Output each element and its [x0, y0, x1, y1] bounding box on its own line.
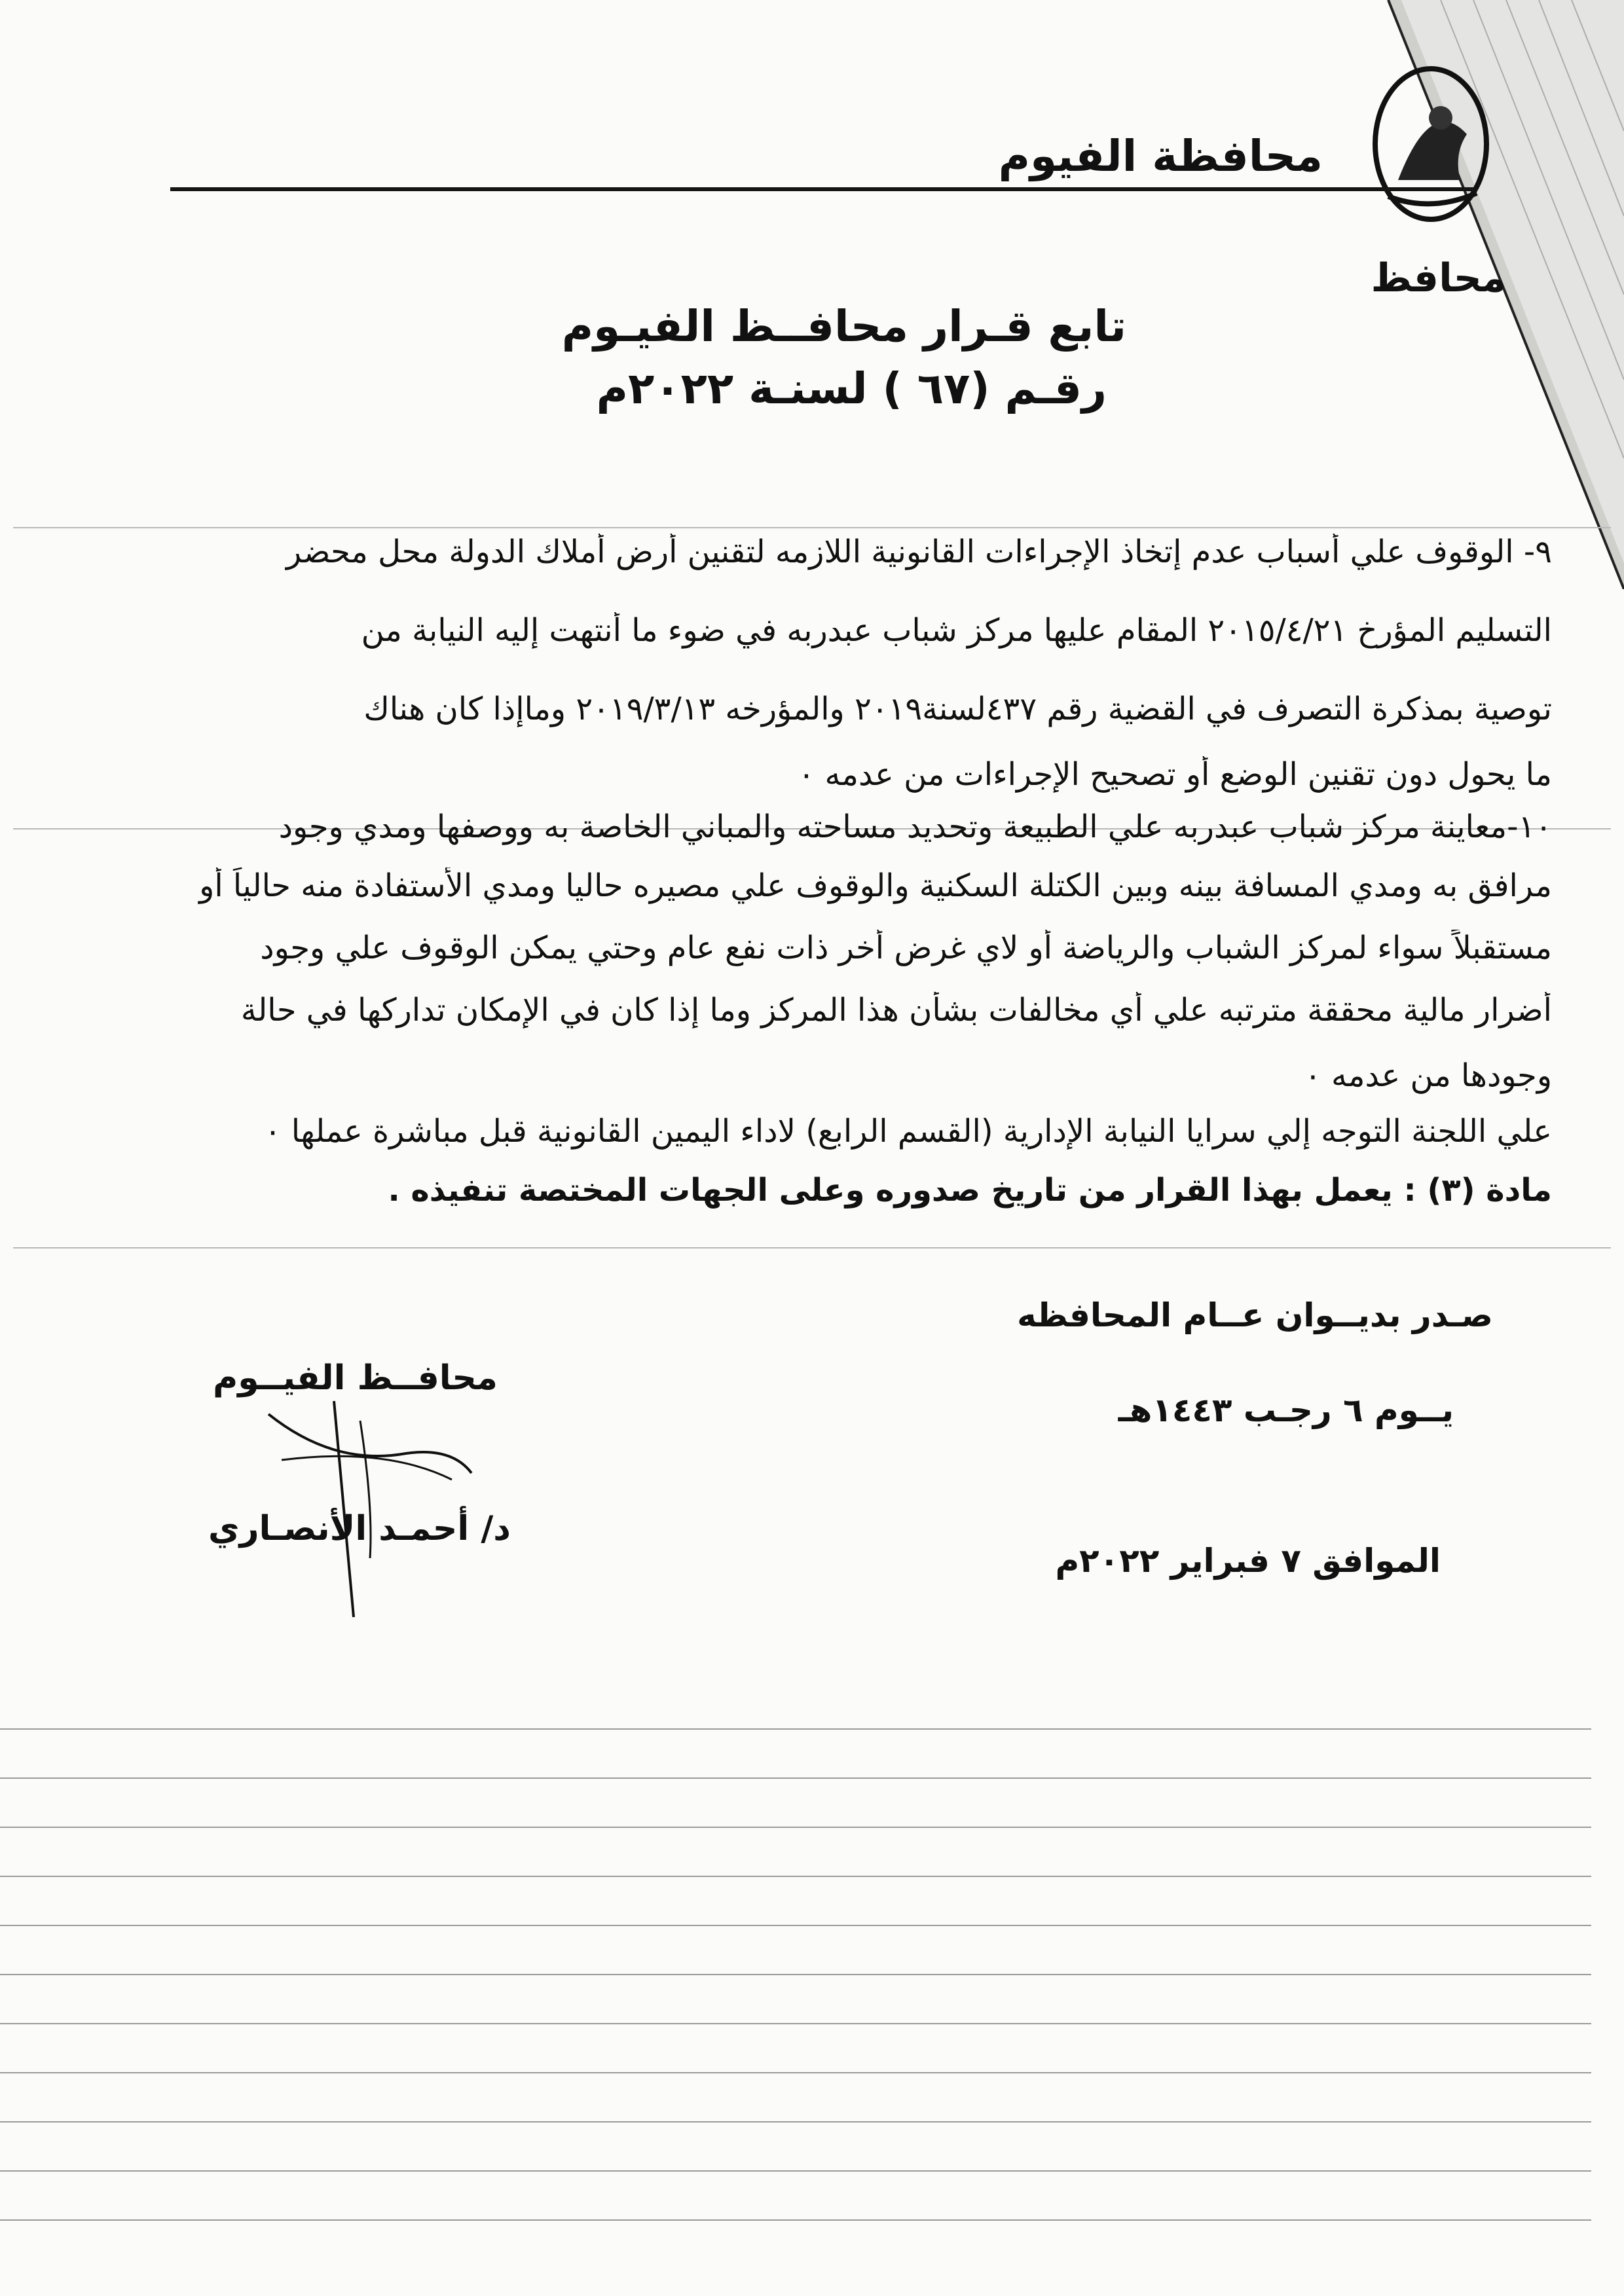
- ruled-line: [0, 1876, 1591, 1877]
- issued-at: صـدر بديــوان عــام المحافظه: [1017, 1296, 1493, 1334]
- hijri-date: يــوم ٦ رجـب ١٤٤٣هـ: [1118, 1391, 1454, 1429]
- signatory-name: د/ أحمـد الأنصـاري: [208, 1509, 511, 1548]
- body-line: أضرار مالية محققة مترتبه علي أي مخالفات بشأن هذا المركز وما إذا كان في الإمكان تداركها في حالة: [240, 992, 1552, 1029]
- ruled-line: [0, 1728, 1591, 1730]
- ruled-line: [0, 2219, 1591, 2221]
- ruled-line: [0, 1777, 1591, 1779]
- header-divider: [170, 187, 1473, 191]
- article-3: مادة (٣) : يعمل بهذا القرار من تاريخ صدوره وعلى الجهات المختصة تنفيذه .: [388, 1172, 1552, 1209]
- decree-number: رقـم (٦٧ ) لسنـة ٢٠٢٢م: [596, 363, 1107, 414]
- ruled-line: [0, 2072, 1591, 2073]
- body-line: التسليم المؤرخ ٢٠١٥/٤/٢١ المقام عليها مركز شباب عبدربه في ضوء ما أنتهت إليه النيابة من: [361, 612, 1552, 649]
- body-line: مرافق به ومدي المسافة بينه وبين الكتلة السكنية والوقوف علي مصيره حاليا ومدي الأستفادة منه حالياً أو: [199, 867, 1552, 904]
- decree-title: تابع قـرار محافــظ الفيـوم: [561, 301, 1126, 352]
- body-line: توصية بمذكرة التصرف في القضية رقم ٤٣٧لسنة٢٠١٩ والمؤرخه ٢٠١٩/٣/١٣ وماإذا كان هناك: [363, 691, 1552, 727]
- ruled-line: [0, 1925, 1591, 1926]
- ruled-line: [0, 2121, 1591, 2123]
- ruled-line: [0, 1974, 1591, 1975]
- scan-line: [13, 1247, 1611, 1248]
- ruled-line: [0, 1827, 1591, 1828]
- governorate-emblem-icon: [1362, 56, 1500, 232]
- body-line: وجودها من عدمه ٠: [1304, 1057, 1552, 1094]
- body-line: ما يحول دون تقنين الوضع أو تصحيح الإجراءات من عدمه ٠: [798, 756, 1552, 793]
- handwritten-signature-icon: [255, 1375, 504, 1624]
- ruled-line: [0, 2170, 1591, 2172]
- body-line: ٩- الوقوف علي أسباب عدم إتخاذ الإجراءات القانونية اللازمه لتقنين أرض أملاك الدولة محل محضر: [286, 534, 1552, 570]
- scan-line: [13, 527, 1611, 528]
- gregorian-date: الموافق ٧ فبراير ٢٠٢٢م: [1055, 1542, 1441, 1580]
- governorate-name: محافظة الفيوم: [998, 131, 1323, 181]
- body-line: ١٠-معاينة مركز شباب عبدربه علي الطبيعة وتحديد مساحته والمباني الخاصة به ووصفها ومدي وجود: [278, 809, 1552, 845]
- office-label: محافظ: [1371, 255, 1506, 301]
- body-line: مستقبلاً سواء لمركز الشباب والرياضة أو لاي غرض أخر ذات نفع عام وحتي يمكن الوقوف علي وجود: [260, 930, 1552, 966]
- ruled-line: [0, 2023, 1591, 2024]
- signatory-title: محافــظ الفيــوم: [213, 1358, 498, 1398]
- body-line: علي اللجنة التوجه إلي سرايا النيابة الإدارية (القسم الرابع) لاداء اليمين القانونية قبل مباشرة عملها ٠: [264, 1113, 1552, 1150]
